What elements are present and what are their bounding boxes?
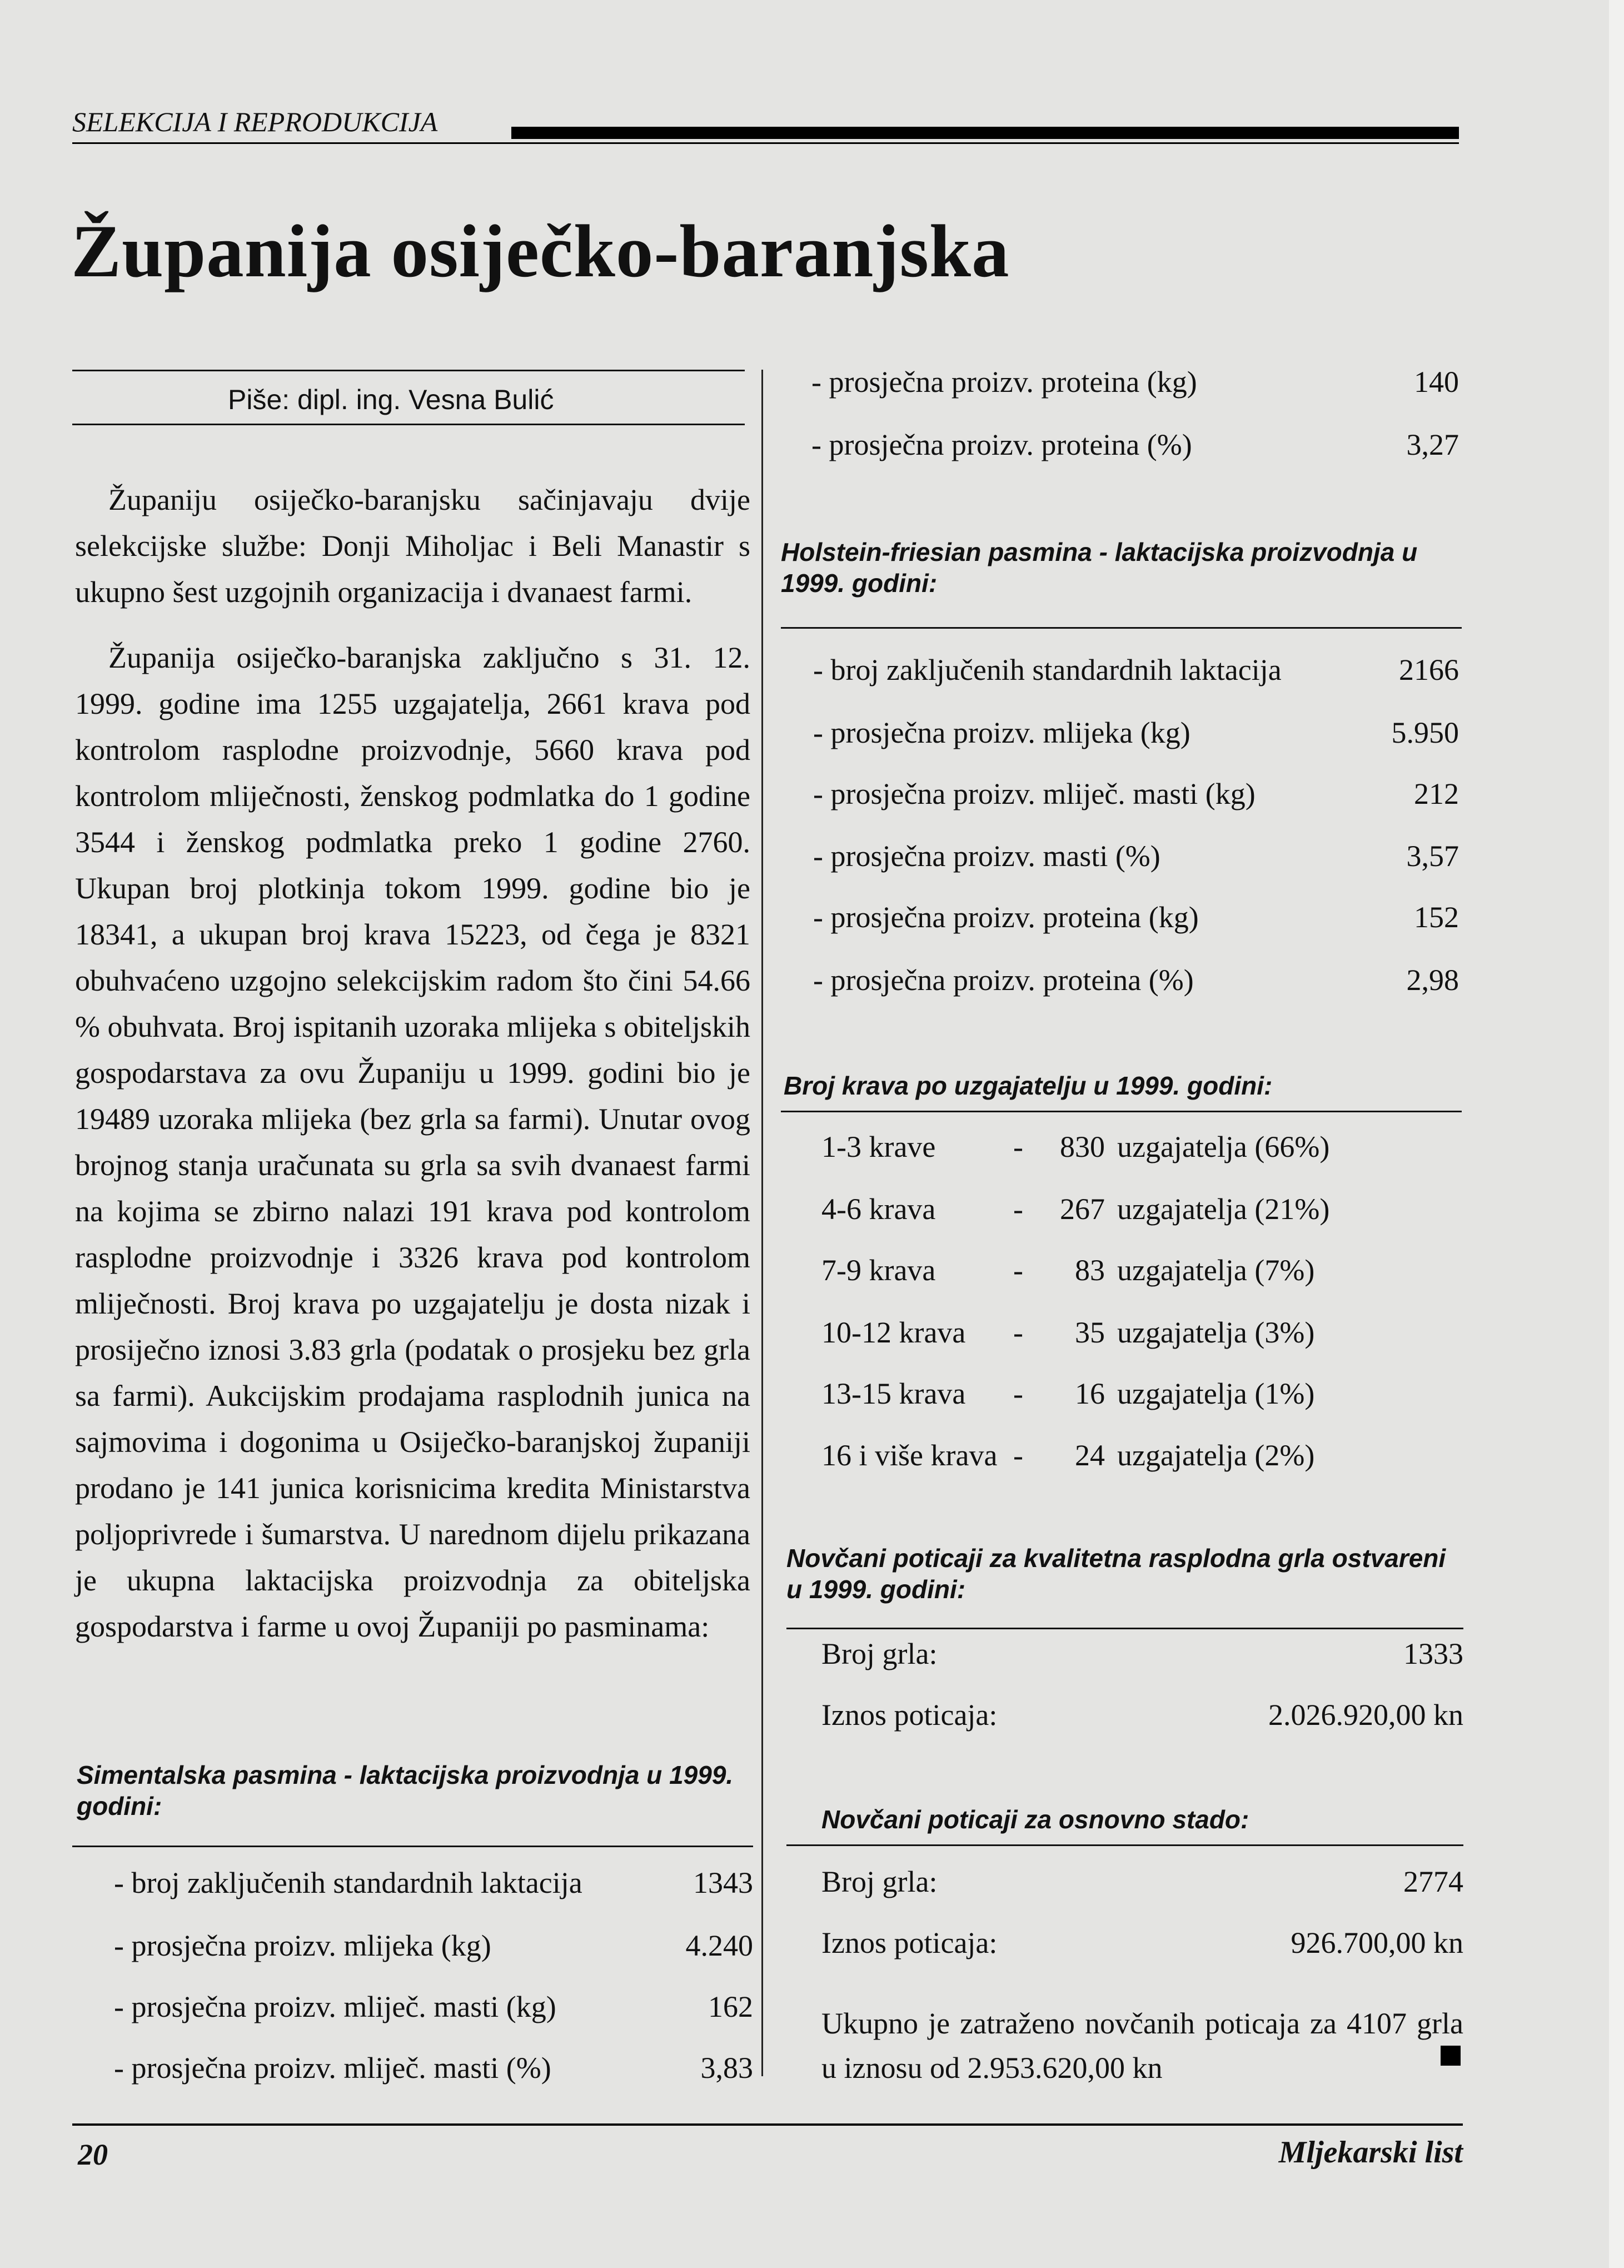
- base-herd-row: [821, 1862, 1463, 1901]
- stat-label: - prosječna proizv. masti (%): [813, 839, 1160, 873]
- stat-label: - prosječna proizv. proteina (kg): [813, 901, 1199, 934]
- holstein-row: [813, 961, 1459, 999]
- cows-desc: uzgajatelja (21%): [1117, 1192, 1330, 1226]
- simmental-row: [114, 1987, 753, 2026]
- stat-value: 2,98: [1406, 963, 1459, 997]
- stat-value: 926.700,00 kn: [1291, 1926, 1463, 1959]
- cows-dash: -: [1013, 1377, 1023, 1410]
- cows-dash: -: [1013, 1316, 1023, 1349]
- stat-value: 3,57: [1406, 839, 1459, 873]
- cows-count: 35: [1075, 1316, 1105, 1349]
- cows-range: 13-15 krava: [821, 1377, 966, 1410]
- cows-desc: uzgajatelja (1%): [1117, 1377, 1315, 1410]
- cows-range: 10-12 krava: [821, 1316, 966, 1349]
- simmental-row: [811, 362, 1459, 401]
- stat-label: - prosječna proizv. proteina (%): [813, 963, 1194, 997]
- stat-value: 1333: [1403, 1637, 1463, 1670]
- author-top-rule: [72, 370, 745, 371]
- stat-value: 2166: [1399, 653, 1459, 687]
- cows-count: 24: [1075, 1439, 1105, 1472]
- stat-label: - prosječna proizv. mliječ. masti (kg): [114, 1990, 556, 2023]
- stat-value: 212: [1414, 777, 1459, 810]
- stat-value: 3,83: [700, 2051, 753, 2085]
- cows-dash: -: [1013, 1192, 1023, 1226]
- simmental-row: [114, 1863, 753, 1902]
- cows-range: 1-3 krave: [821, 1130, 936, 1163]
- stat-value: 152: [1414, 901, 1459, 934]
- author-byline: Piše: dipl. ing. Vesna Bulić: [228, 384, 554, 415]
- holstein-row: [813, 837, 1459, 876]
- stat-label: Iznos poticaja:: [821, 1698, 998, 1732]
- column-divider: [761, 370, 763, 2076]
- holstein-row: [813, 713, 1459, 752]
- stat-value: 3,27: [1406, 428, 1459, 461]
- journal-name: Mljekarski list: [1278, 2135, 1463, 2170]
- stat-value: 140: [1414, 365, 1459, 399]
- page-edge: [1609, 0, 1624, 2268]
- stat-label: - prosječna proizv. mliječ. masti (%): [114, 2051, 551, 2085]
- section-header-label: SELEKCIJA I REPRODUKCIJA: [72, 106, 438, 137]
- base-herd-row: [821, 1923, 1463, 1962]
- cows-desc: uzgajatelja (66%): [1117, 1130, 1330, 1163]
- cows-desc: uzgajatelja (2%): [1117, 1439, 1315, 1472]
- stat-label: - prosječna proizv. mliječ. masti (kg): [813, 777, 1256, 810]
- stat-value: 2774: [1403, 1865, 1463, 1898]
- cows-range: 4-6 krava: [821, 1192, 936, 1226]
- stat-label: - prosječna proizv. mlijeka (kg): [114, 1929, 491, 1962]
- base-herd-title: Novčani poticaji za osnovno stado:: [821, 1805, 1249, 1834]
- stat-label: - prosječna proizv. proteina (kg): [811, 365, 1197, 399]
- cows-desc: uzgajatelja (7%): [1117, 1254, 1315, 1287]
- page-number: 20: [78, 2138, 108, 2171]
- header-rule: [72, 142, 1459, 144]
- total-summary: Ukupno je zatraženo novčanih poticaja za 4107 grla u iznosu od 2.953.620,00 kn: [821, 2007, 1463, 2085]
- quality-incentives-title: Novčani poticaji za kvalitetna rasplodna grla ostvareni u 1999. godini:: [786, 1544, 1446, 1604]
- footer-rule: [72, 2123, 1463, 2126]
- quality-incentives-rule: [786, 1628, 1463, 1629]
- cows-desc: uzgajatelja (3%): [1117, 1316, 1315, 1349]
- holstein-row: [813, 898, 1459, 937]
- holstein-row: [813, 650, 1459, 689]
- stat-label: Iznos poticaja:: [821, 1926, 998, 1959]
- author-bottom-rule: [72, 424, 745, 425]
- simmental-row: [811, 425, 1459, 464]
- cows-range: 16 i više krava: [821, 1439, 998, 1472]
- stat-label: - prosječna proizv. mlijeka (kg): [813, 716, 1190, 749]
- stat-value: 4.240: [685, 1929, 753, 1962]
- header-bar: [511, 127, 1459, 139]
- stat-label: Broj grla:: [821, 1637, 938, 1670]
- article-body: [75, 477, 750, 1650]
- cows-dash: -: [1013, 1439, 1023, 1472]
- stat-value: 1343: [693, 1866, 753, 1899]
- base-herd-rule: [786, 1844, 1463, 1846]
- end-of-article-mark: [1441, 2046, 1461, 2066]
- stat-label: Broj grla:: [821, 1865, 938, 1898]
- cows-range: 7-9 krava: [821, 1254, 936, 1287]
- stat-value: 5.950: [1391, 716, 1459, 749]
- cows-count: 83: [1075, 1254, 1105, 1287]
- stat-label: - prosječna proizv. proteina (%): [811, 428, 1192, 461]
- stat-label: - broj zaključenih standardnih laktacija: [114, 1866, 582, 1899]
- cows-count: 830: [1060, 1130, 1105, 1163]
- holstein-rule: [781, 627, 1462, 629]
- stat-label: - broj zaključenih standardnih laktacija: [813, 653, 1282, 687]
- cows-dash: -: [1013, 1254, 1023, 1287]
- simmental-row: [114, 2048, 753, 2087]
- paragraph-main: Županija osiječko-baranjska zaključno s 31. 12. 1999. godine ima 1255 uzgajatelja, 2661 krava pod kontrolom rasplodne proizvodnje, 5660 krava pod kontrolom mliječnosti, ženskog podmlatka do 1 godine 3544 i ženskog podmlatka preko 1 godine 2760. Ukupan broj plotkinja tokom 1999. godine bio je 18341, a ukupan broj krava 15223, od čega je 8321 obuhvaćeno uzgojno selekcijskim radom što čini 54.66 % obuhvata. Broj ispitanih uzoraka mlijeka s obiteljskih gospodarstava za ovu Županiju u 1999. godini bio je 19489 uzoraka mlijeka (bez grla sa farmi). Unutar ovog brojnog stanja uračunata su grla sa svih dvanaest farmi na kojima se zbirno nalazi 191 krava pod kontrolom rasplodne proizvodnje i 3326 krava pod kontrolom mliječnosti. Broj krava po uzgajatelju je dosta nizak i prosiječno iznosi 3.83 grla (podatak o prosjeku bez grla sa farmi). Aukcijskim prodajama rasplodnih junica na sajmovima i dogonima u Osiječko-baranjskoj županiji prodano je 141 junica korisnicima kredita Ministarstva poljoprivrede i šumarstva. U narednom dijelu prikazana je ukupna laktacijska proizvodnja za obiteljska gospodarstva i farme u ovoj Županiji po pasminama:: [75, 641, 750, 1643]
- simmental-rule: [72, 1846, 753, 1847]
- quality-incentives-row: [821, 1695, 1463, 1734]
- cows-dash: -: [1013, 1130, 1023, 1163]
- stat-value: 162: [708, 1990, 753, 2023]
- paragraph-intro: Županiju osiječko-baranjsku sačinjavaju dvije selekcijske službe: Donji Miholjac i Beli Manastir s ukupno šest uzgojnih organizacija i dvanaest farmi.: [75, 483, 750, 609]
- cows-per-breeder-title: Broj krava po uzgajatelju u 1999. godini:: [784, 1071, 1273, 1100]
- holstein-row: [813, 774, 1459, 813]
- cows-per-breeder-rule: [781, 1111, 1462, 1112]
- article-title: Županija osiječko-baranjska: [71, 210, 1010, 293]
- holstein-title: Holstein-friesian pasmina - laktacijska proizvodnja u 1999. godini:: [781, 538, 1418, 598]
- stat-value: 2.026.920,00 kn: [1268, 1698, 1463, 1732]
- cows-count: 267: [1060, 1192, 1105, 1226]
- quality-incentives-row: [821, 1634, 1463, 1673]
- simmental-title: Simentalska pasmina - laktacijska proizvodnja u 1999. godini:: [77, 1760, 734, 1821]
- cows-count: 16: [1075, 1377, 1105, 1410]
- simmental-row: [114, 1926, 753, 1965]
